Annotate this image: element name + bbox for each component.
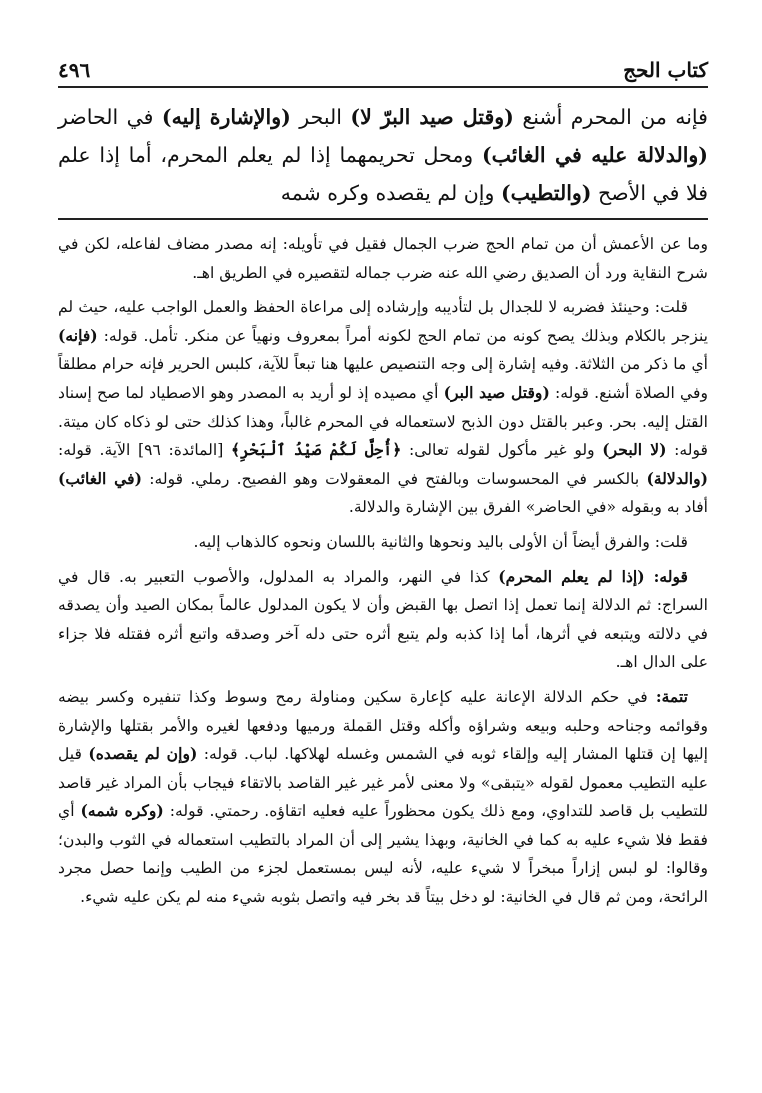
- text-run: قلت: والفرق أيضاً أن الأولى باليد ونحوها والثانية باللسان ونحوه كالذهاب إليه.: [193, 532, 688, 551]
- text-run: قلت: وحينئذ فضربه لا للجدال بل لتأديبه وإرشاده إلى مراعاة الحفظ والعمل الواجب عليه، حيث لم ينزجر بالكلام وبذلك يصح كونه من تمام الحج لكونه أمراً بمعروف ونهياً عن منكر. تأمل. قوله:: [58, 298, 708, 345]
- commentary-paragraph: [58, 528, 708, 557]
- text-run: البحر: [290, 105, 351, 129]
- bold-phrase: (والإشارة إليه): [161, 105, 291, 129]
- book-page: [58, 56, 708, 918]
- bold-phrase: (فإنه): [58, 325, 98, 345]
- bold-phrase: (والدلالة): [646, 468, 708, 488]
- book-title: كتاب الحج: [623, 58, 708, 82]
- text-run: فإنه من المحرم أشنع: [513, 105, 708, 129]
- bold-phrase: (وقتل صيد البر): [443, 382, 550, 402]
- bold-phrase: ﴿أُحِلَّ لَكُمْ صَيْدُ ٱلْبَحْرِ﴾: [230, 440, 402, 460]
- bold-phrase: تتمة:: [655, 686, 688, 706]
- text-run: أي ما ذكر من الثلاثة. وفيه إشارة إلى وجه التنصيص عليها هنا تبعاً للآية، كلبس الحرير فإنه حرام مطلقاً وفي الصلاة أشنع. قوله:: [58, 355, 708, 402]
- bold-phrase: (لا البحر): [602, 440, 667, 460]
- text-run: أي مصيده إذ لو أريد به المصدر وهو الاصطياد لما صح إسناد القتل إليه. بحر. وعبر بالقتل دون الذبح لاستعماله في المحرم غالباً، وهذا كذلك حتى لو ذكاه كان ميتة. قوله:: [58, 383, 708, 460]
- commentary-paragraph: [58, 563, 708, 677]
- text-run: بالكسر في المحسوسات وبالفتح في المعقولات وهو الفصيح. رملي. قوله:: [141, 469, 647, 488]
- text-run: [المائدة: ٩٦] الآية. قوله:: [58, 441, 231, 460]
- bold-phrase: (والدلالة عليه في الغائب): [481, 143, 708, 167]
- bold-phrase: قوله:: [644, 566, 688, 586]
- commentary-paragraph: [58, 683, 708, 912]
- text-run: وإن لم يقصده وكره شمه: [280, 181, 501, 205]
- text-run: ومحل تحريمهما إذا لم يعلم المحرم، أما إذا علم فلا في الأصح: [58, 143, 708, 205]
- text-run: كذا في النهر، والمراد به المدلول، والأصوب التعبير به. قال في السراج: ثم الدلالة إنما تعمل إذا اتصل بها القبض وأن لا يكون المدلول عالماً بمكان الصيد وأن يصدقه في دلالته ويتبعه في أثرها، أما إذا كذبه ولم يتبع أثره حتى دله آخر وصدقه واتبع أثره فقتله فلا جزاء على الدال اهـ.: [58, 567, 708, 672]
- commentary: [58, 230, 708, 912]
- page-number: ٤٩٦: [58, 58, 91, 82]
- text-run: قيل عليه التطيب معمول لقوله «يتبقى» ولا معنى لأمر غير غير القاصد بالاتقاء فيجاب بأن المراد غير قاصد للتطيب بل قاصد للتداوي، ومع ذلك يكون محظوراً عليه فعليه اتقاؤه. رحمتي. قوله:: [58, 745, 708, 821]
- text-run: أي فقط فلا شيء عليه به كما في الخانية، وبهذا يشير إلى أن المراد بالتطيب استعماله في الثوب والبدن؛ وقالوا: لو لبس إزاراً مبخراً لا شيء عليه، لأنه ليس بمستعمل لجزء من الطيب وإنما حصل مجرد الرائحة، ومن ثم قال في الخانية: لو دخل بيتاً قد بخر فيه واتصل بثوبه شيء منه لم يكن عليه شيء.: [58, 802, 708, 907]
- bold-phrase: (وإن لم يقصده): [88, 744, 198, 764]
- bold-phrase: (والتطيب): [500, 181, 592, 205]
- text-run: وما عن الأعمش أن من تمام الحج ضرب الجمال فقيل في تأويله: إنه مصدر مضاف لفاعله، لكن في شرح النقاية ورد أن الصديق رضي الله عنه ضرب جماله لتقصيره في الطريق اهـ.: [58, 235, 708, 282]
- bold-phrase: (إذا لم يعلم المحرم): [498, 566, 645, 586]
- bold-phrase: (وكره شمه): [80, 801, 164, 821]
- bold-phrase: (وقتل صيد البرّ لا): [350, 105, 514, 129]
- text-run: أفاد به وبقوله «في الحاضر» الفرق بين الإشارة والدلالة.: [348, 498, 708, 517]
- running-header: [58, 56, 708, 88]
- commentary-paragraph: [58, 293, 708, 522]
- text-run: في الحاضر: [58, 105, 162, 129]
- main-text: [58, 98, 708, 212]
- text-divider: [58, 218, 708, 220]
- commentary-paragraph: [58, 230, 708, 287]
- text-run: في حكم الدلالة الإعانة عليه كإعارة سكين ومناولة رمح وسوط وكذا تنفيره وكسر بيضه وقوائمه وجناحه وحلبه وبيعه وشراؤه وأكله وقتل القملة ورميها ودفعها لغيره والأمر بقتلها والإشارة إليها إن قتلها المشار إليه وإلقاء ثوبه في الشمس وغسله لهلاكها. لباب. قوله:: [58, 687, 708, 764]
- bold-phrase: (في الغائب): [58, 468, 142, 488]
- text-run: ولو غير مأكول لقوله تعالى:: [401, 441, 603, 460]
